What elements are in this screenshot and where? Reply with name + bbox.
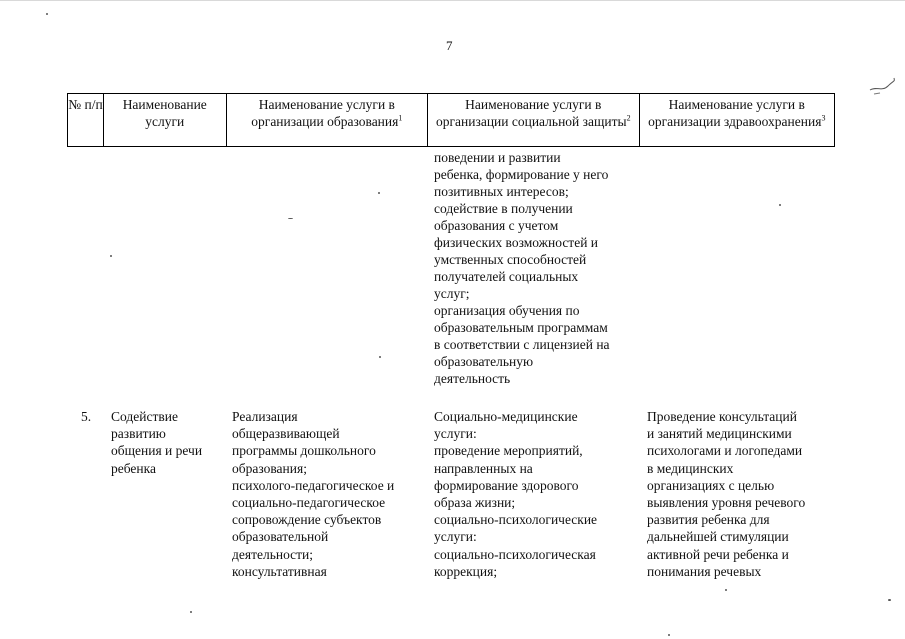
header-cell-social-protection: Наименование услуги в организации социальной защиты$^2$ (428, 94, 639, 146)
scan-speck (288, 218, 293, 219)
service-name-cell: Содействие развитию общения и речи ребенка (111, 409, 203, 476)
footnote-marker: 1 (398, 113, 403, 123)
continued-social-protection-cell: поведении и развитии ребенка, формирование у него позитивных интересов; содействие в получении образования с учетом физических возможностей и умственных способностей получателей социальных услуг; организация обучения по образовательным программам в соответствии с лицензией на образовательную деятельность (434, 150, 610, 386)
scan-speck (46, 13, 48, 15)
header-cell-education: Наименование услуги в организации образования$^1$ (227, 94, 428, 146)
table-header-row (67, 93, 835, 147)
scan-speck (888, 599, 891, 601)
scan-speck (110, 255, 112, 257)
scan-speck (779, 204, 781, 206)
scan-speck (190, 611, 192, 613)
scan-speck (378, 192, 380, 194)
header-cell-service-name: Наименование услуги (104, 94, 227, 146)
health-service-cell: Проведение консультаций и занятий медицинскими психологами и логопедами в медицинских организациях с целью выявления уровня речевого развития ребенка для дальнейшей стимуляции активной речи ребенка и понимания речевых (647, 409, 806, 579)
scan-speck (668, 634, 670, 636)
header-cell-number: № п/п (68, 94, 104, 146)
row-number: 5. (81, 409, 92, 424)
footnote-marker: 3 (821, 113, 826, 123)
page-number: 7 (446, 38, 453, 53)
footnote-marker: 2 (626, 113, 631, 123)
scan-speck (379, 356, 381, 358)
margin-scribble (868, 74, 898, 98)
education-service-cell: Реализация общеразвивающей программы дошкольного образования; психолого-педагогическое и социально-педагогическое сопровождение субъектов образовательной деятельности; консультативная (232, 409, 395, 579)
scan-speck (725, 589, 727, 591)
header-cell-health: Наименование услуги в организации здравоохранения$^3$ (648, 97, 826, 129)
social-protection-service-cell: Социально-медицинские услуги: проведение мероприятий, направленных на формирование здорового образа жизни; социально-психологические услуги: социально-психологическая коррекция; (434, 409, 598, 579)
page-top-edge (0, 0, 905, 1)
